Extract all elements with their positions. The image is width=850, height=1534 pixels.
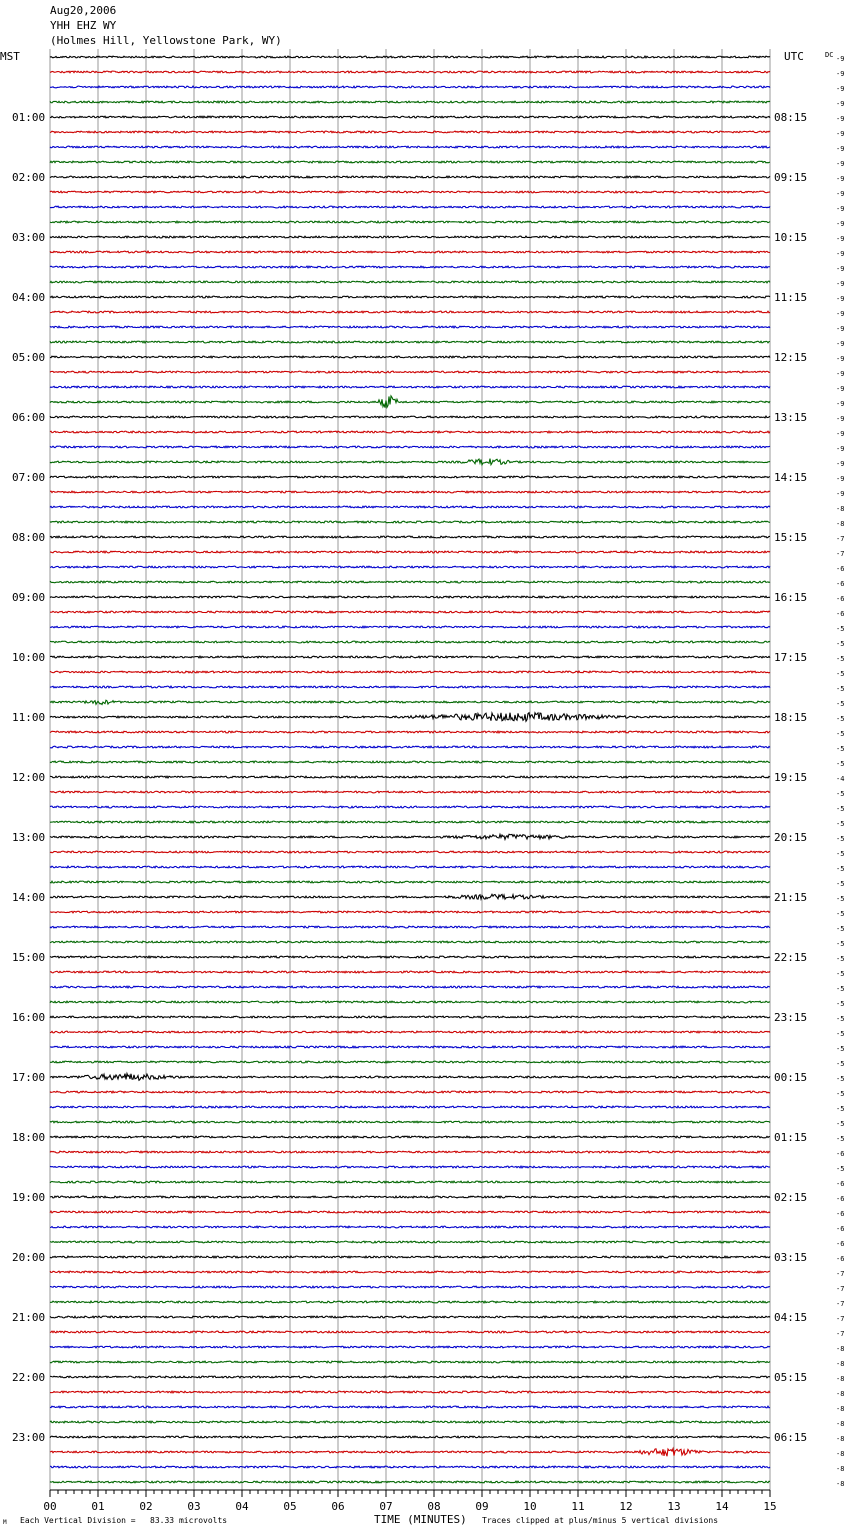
- dc-offset-value: -7: [836, 535, 845, 543]
- dc-offset-value: -8: [836, 1480, 845, 1488]
- dc-offset-value: -7: [836, 1285, 845, 1293]
- scale-note: Each Vertical Division = 83.33 microvolts: [20, 1516, 228, 1525]
- dc-offset-value: -9: [836, 190, 845, 198]
- dc-offset-value: -5: [836, 1060, 845, 1068]
- dc-offset-value: -7: [836, 1315, 845, 1323]
- trace-line: [50, 1211, 770, 1213]
- right-hour-label: 10:15: [774, 231, 808, 244]
- trace-line: [50, 1466, 770, 1468]
- left-hour-label: 20:00: [12, 1251, 46, 1264]
- dc-offset-value: -6: [836, 565, 845, 573]
- right-hour-label: 11:15: [774, 291, 808, 304]
- trace-line: [50, 713, 770, 721]
- x-tick-label: 07: [379, 1500, 393, 1513]
- station-location: (Holmes Hill, Yellowstone Park, WY): [50, 34, 282, 47]
- dc-offset-value: -5: [836, 850, 845, 858]
- dc-offset-value: -5: [836, 940, 845, 948]
- x-tick-label: 15: [763, 1500, 777, 1513]
- dc-offset-value: -9: [836, 130, 845, 138]
- left-hour-label: 04:00: [12, 291, 46, 304]
- trace-line: [50, 1074, 770, 1081]
- trace-line: [50, 986, 770, 988]
- left-hour-label: 16:00: [12, 1011, 46, 1024]
- trace-line: [50, 56, 770, 58]
- dc-offset-value: -5: [836, 670, 845, 678]
- dc-offset-value: -5: [836, 760, 845, 768]
- trace-line: [50, 1331, 770, 1333]
- trace-line: [50, 1166, 770, 1168]
- dc-offset-value: -9: [836, 85, 845, 93]
- x-tick-label: 11: [571, 1500, 585, 1513]
- dc-offset-value: -6: [836, 1225, 845, 1233]
- right-hour-label: 00:15: [774, 1071, 808, 1084]
- trace-line: [50, 131, 770, 133]
- dc-offset-value: -5: [836, 1075, 845, 1083]
- dc-offset-value: -8: [836, 1465, 845, 1473]
- dc-offset-value: -6: [836, 1240, 845, 1248]
- right-hour-label: 13:15: [774, 411, 808, 424]
- right-hour-label: 02:15: [774, 1191, 808, 1204]
- trace-group: [50, 56, 770, 1483]
- dc-offset-value: -9: [836, 220, 845, 228]
- trace-line: [50, 1421, 770, 1423]
- right-hour-label: 16:15: [774, 591, 808, 604]
- minute-gridlines: [50, 49, 770, 1490]
- trace-line: [50, 356, 770, 358]
- dc-offset-value: -5: [836, 925, 845, 933]
- trace-line: [50, 506, 770, 508]
- trace-line: [50, 791, 770, 793]
- dc-offset-value: -9: [836, 415, 845, 423]
- left-hour-label: 05:00: [12, 351, 46, 364]
- dc-offset-value: -5: [836, 1105, 845, 1113]
- trace-line: [50, 851, 770, 853]
- trace-line: [50, 1256, 770, 1258]
- dc-offset-value: -9: [836, 265, 845, 273]
- dc-offset-header: DC: [825, 51, 834, 59]
- trace-line: [50, 596, 770, 598]
- trace-line: [50, 459, 770, 465]
- dc-offset-value: -5: [836, 805, 845, 813]
- trace-line: [50, 1286, 770, 1288]
- x-tick-label: 09: [475, 1500, 489, 1513]
- right-hour-label: 18:15: [774, 711, 808, 724]
- dc-offset-value: -5: [836, 910, 845, 918]
- right-hour-label: 09:15: [774, 171, 808, 184]
- dc-offset-value: -7: [836, 1330, 845, 1338]
- left-hour-label: 22:00: [12, 1371, 46, 1384]
- trace-line: [50, 566, 770, 568]
- trace-line: [50, 176, 770, 178]
- trace-line: [50, 956, 770, 958]
- trace-line: [50, 731, 770, 733]
- right-hour-label: 08:15: [774, 111, 808, 124]
- time-labels: [12, 55, 844, 1488]
- trace-line: [50, 581, 770, 583]
- dc-offset-value: -8: [836, 1435, 845, 1443]
- trace-line: [50, 491, 770, 493]
- dc-offset-value: -5: [836, 820, 845, 828]
- left-hour-label: 17:00: [12, 1071, 46, 1084]
- trace-line: [50, 1091, 770, 1093]
- trace-line: [50, 1121, 770, 1123]
- trace-line: [50, 1391, 770, 1393]
- right-timezone-label: UTC: [784, 50, 804, 63]
- dc-offset-value: -8: [836, 1375, 845, 1383]
- dc-offset-value: -9: [836, 310, 845, 318]
- dc-offset-value: -9: [836, 340, 845, 348]
- x-tick-label: 04: [235, 1500, 249, 1513]
- left-hour-label: 18:00: [12, 1131, 46, 1144]
- dc-offset-value: -5: [836, 1120, 845, 1128]
- trace-line: [50, 1151, 770, 1153]
- dc-offset-value: -9: [836, 235, 845, 243]
- right-hour-label: 22:15: [774, 951, 808, 964]
- dc-offset-value: -5: [836, 640, 845, 648]
- trace-line: [50, 941, 770, 943]
- dc-offset-value: -7: [836, 550, 845, 558]
- dc-offset-value: -6: [836, 1255, 845, 1263]
- dc-offset-value: -8: [836, 520, 845, 528]
- dc-offset-value: -5: [836, 880, 845, 888]
- trace-line: [50, 926, 770, 928]
- dc-offset-value: -9: [836, 475, 845, 483]
- dc-offset-value: -7: [836, 1300, 845, 1308]
- trace-line: [50, 746, 770, 748]
- trace-line: [50, 71, 770, 73]
- trace-line: [50, 671, 770, 673]
- left-hour-label: 11:00: [12, 711, 46, 724]
- trace-line: [50, 1361, 770, 1363]
- trace-line: [50, 1106, 770, 1108]
- trace-line: [50, 1181, 770, 1183]
- dc-offset-value: -6: [836, 1180, 845, 1188]
- trace-line: [50, 1061, 770, 1063]
- dc-offset-value: -7: [836, 1270, 845, 1278]
- trace-line: [50, 191, 770, 193]
- trace-line: [50, 281, 770, 283]
- right-hour-label: 12:15: [774, 351, 808, 364]
- station-name: YHH EHZ WY: [50, 19, 117, 32]
- trace-line: [50, 146, 770, 148]
- dc-offset-value: -6: [836, 1150, 845, 1158]
- left-timezone-label: MST: [0, 50, 20, 63]
- dc-offset-value: -5: [836, 730, 845, 738]
- dc-offset-value: -5: [836, 1135, 845, 1143]
- x-tick-label: 08: [427, 1500, 441, 1513]
- dc-offset-value: -9: [836, 115, 845, 123]
- left-hour-label: 23:00: [12, 1431, 46, 1444]
- x-tick-label: 03: [187, 1500, 201, 1513]
- trace-line: [50, 386, 770, 388]
- dc-offset-value: -9: [836, 205, 845, 213]
- right-hour-label: 14:15: [774, 471, 808, 484]
- dc-offset-value: -9: [836, 445, 845, 453]
- dc-offset-value: -5: [836, 1090, 845, 1098]
- left-hour-label: 14:00: [12, 891, 46, 904]
- trace-line: [50, 971, 770, 973]
- trace-line: [50, 221, 770, 223]
- dc-offset-value: -5: [836, 970, 845, 978]
- x-axis: [43, 1490, 776, 1513]
- right-hour-label: 01:15: [774, 1131, 808, 1144]
- right-hour-label: 06:15: [774, 1431, 808, 1444]
- trace-line: [50, 1449, 770, 1457]
- dc-offset-value: -5: [836, 685, 845, 693]
- dc-offset-value: -8: [836, 1345, 845, 1353]
- trace-line: [50, 806, 770, 808]
- corner-mark: M: [3, 1519, 7, 1526]
- right-hour-label: 04:15: [774, 1311, 808, 1324]
- dc-offset-value: -5: [836, 715, 845, 723]
- right-hour-label: 15:15: [774, 531, 808, 544]
- dc-offset-value: -9: [836, 100, 845, 108]
- left-hour-label: 15:00: [12, 951, 46, 964]
- trace-line: [50, 894, 770, 899]
- trace-line: [50, 776, 770, 778]
- trace-line: [50, 101, 770, 103]
- dc-offset-value: -9: [836, 355, 845, 363]
- trace-line: [50, 431, 770, 433]
- right-hour-label: 19:15: [774, 771, 808, 784]
- trace-line: [50, 1271, 770, 1273]
- left-hour-label: 21:00: [12, 1311, 46, 1324]
- trace-line: [50, 911, 770, 913]
- trace-line: [50, 1136, 770, 1138]
- trace-line: [50, 341, 770, 343]
- trace-line: [50, 1301, 770, 1303]
- x-tick-label: 10: [523, 1500, 537, 1513]
- x-tick-label: 12: [619, 1500, 633, 1513]
- plot-date: Aug20,2006: [50, 4, 117, 17]
- dc-offset-value: -9: [836, 55, 845, 63]
- dc-offset-value: -5: [836, 1030, 845, 1038]
- dc-offset-value: -5: [836, 985, 845, 993]
- trace-line: [50, 1196, 770, 1198]
- trace-line: [50, 476, 770, 478]
- trace-line: [50, 161, 770, 163]
- dc-offset-value: -8: [836, 1390, 845, 1398]
- dc-offset-value: -5: [836, 1015, 845, 1023]
- x-tick-label: 00: [43, 1500, 57, 1513]
- trace-line: [50, 626, 770, 628]
- right-hour-label: 03:15: [774, 1251, 808, 1264]
- trace-line: [50, 416, 770, 418]
- dc-offset-value: -6: [836, 1195, 845, 1203]
- dc-offset-value: -5: [836, 865, 845, 873]
- trace-line: [50, 116, 770, 118]
- left-hour-label: 08:00: [12, 531, 46, 544]
- dc-offset-value: -9: [836, 295, 845, 303]
- trace-line: [50, 266, 770, 268]
- trace-line: [50, 396, 770, 408]
- trace-line: [50, 1376, 770, 1378]
- trace-line: [50, 251, 770, 253]
- dc-offset-value: -9: [836, 250, 845, 258]
- x-tick-label: 02: [139, 1500, 153, 1513]
- left-hour-label: 13:00: [12, 831, 46, 844]
- clip-note: Traces clipped at plus/minus 5 vertical divisions: [482, 1516, 719, 1525]
- trace-line: [50, 551, 770, 553]
- trace-line: [50, 86, 770, 88]
- trace-line: [50, 1016, 770, 1018]
- trace-line: [50, 536, 770, 538]
- right-hour-label: 17:15: [774, 651, 808, 664]
- dc-offset-value: -8: [836, 1405, 845, 1413]
- trace-line: [50, 834, 770, 839]
- dc-offset-value: -9: [836, 490, 845, 498]
- trace-line: [50, 686, 770, 688]
- trace-line: [50, 1406, 770, 1408]
- x-axis-title: TIME (MINUTES): [374, 1513, 467, 1526]
- right-hour-label: 21:15: [774, 891, 808, 904]
- dc-offset-value: -5: [836, 790, 845, 798]
- dc-offset-value: -6: [836, 580, 845, 588]
- dc-offset-value: -9: [836, 145, 845, 153]
- left-hour-label: 01:00: [12, 111, 46, 124]
- trace-line: [50, 821, 770, 823]
- trace-line: [50, 656, 770, 658]
- trace-line: [50, 881, 770, 883]
- trace-line: [50, 1226, 770, 1228]
- dc-offset-value: -5: [836, 1000, 845, 1008]
- x-tick-label: 05: [283, 1500, 297, 1513]
- dc-offset-value: -6: [836, 595, 845, 603]
- left-hour-label: 07:00: [12, 471, 46, 484]
- trace-line: [50, 326, 770, 328]
- trace-line: [50, 1241, 770, 1243]
- trace-line: [50, 1046, 770, 1048]
- trace-line: [50, 641, 770, 643]
- dc-offset-value: -5: [836, 835, 845, 843]
- trace-line: [50, 700, 770, 704]
- trace-line: [50, 1481, 770, 1483]
- right-hour-label: 20:15: [774, 831, 808, 844]
- dc-offset-value: -9: [836, 460, 845, 468]
- dc-offset-value: -5: [836, 745, 845, 753]
- trace-line: [50, 296, 770, 298]
- trace-line: [50, 521, 770, 523]
- trace-line: [50, 611, 770, 613]
- dc-offset-value: -9: [836, 325, 845, 333]
- dc-offset-value: -9: [836, 160, 845, 168]
- dc-offset-value: -6: [836, 1210, 845, 1218]
- trace-line: [50, 1436, 770, 1438]
- trace-line: [50, 206, 770, 208]
- right-hour-label: 23:15: [774, 1011, 808, 1024]
- trace-line: [50, 311, 770, 313]
- dc-offset-value: -5: [836, 955, 845, 963]
- x-tick-label: 01: [91, 1500, 105, 1513]
- dc-offset-value: -8: [836, 1420, 845, 1428]
- trace-line: [50, 1346, 770, 1348]
- dc-offset-value: -5: [836, 655, 845, 663]
- dc-offset-value: -5: [836, 625, 845, 633]
- x-tick-label: 06: [331, 1500, 345, 1513]
- dc-offset-value: -6: [836, 610, 845, 618]
- dc-offset-value: -8: [836, 1360, 845, 1368]
- dc-offset-value: -9: [836, 370, 845, 378]
- dc-offset-value: -9: [836, 385, 845, 393]
- dc-offset-value: -5: [836, 1045, 845, 1053]
- dc-offset-value: -8: [836, 1450, 845, 1458]
- right-hour-label: 05:15: [774, 1371, 808, 1384]
- trace-line: [50, 371, 770, 373]
- trace-line: [50, 866, 770, 868]
- left-hour-label: 09:00: [12, 591, 46, 604]
- dc-offset-value: -5: [836, 700, 845, 708]
- dc-offset-value: -4: [836, 775, 845, 783]
- dc-offset-value: -5: [836, 895, 845, 903]
- trace-line: [50, 1031, 770, 1033]
- left-hour-label: 03:00: [12, 231, 46, 244]
- left-hour-label: 10:00: [12, 651, 46, 664]
- dc-offset-value: -9: [836, 400, 845, 408]
- trace-line: [50, 1001, 770, 1003]
- x-tick-label: 13: [667, 1500, 681, 1513]
- dc-offset-value: -9: [836, 175, 845, 183]
- left-hour-label: 06:00: [12, 411, 46, 424]
- dc-offset-value: -8: [836, 505, 845, 513]
- dc-offset-value: -9: [836, 280, 845, 288]
- left-hour-label: 19:00: [12, 1191, 46, 1204]
- x-tick-label: 14: [715, 1500, 729, 1513]
- trace-line: [50, 446, 770, 448]
- dc-offset-value: -9: [836, 430, 845, 438]
- trace-line: [50, 1316, 770, 1318]
- left-hour-label: 02:00: [12, 171, 46, 184]
- left-hour-label: 12:00: [12, 771, 46, 784]
- dc-offset-value: -9: [836, 70, 845, 78]
- trace-line: [50, 761, 770, 763]
- dc-offset-value: -5: [836, 1165, 845, 1173]
- trace-line: [50, 236, 770, 238]
